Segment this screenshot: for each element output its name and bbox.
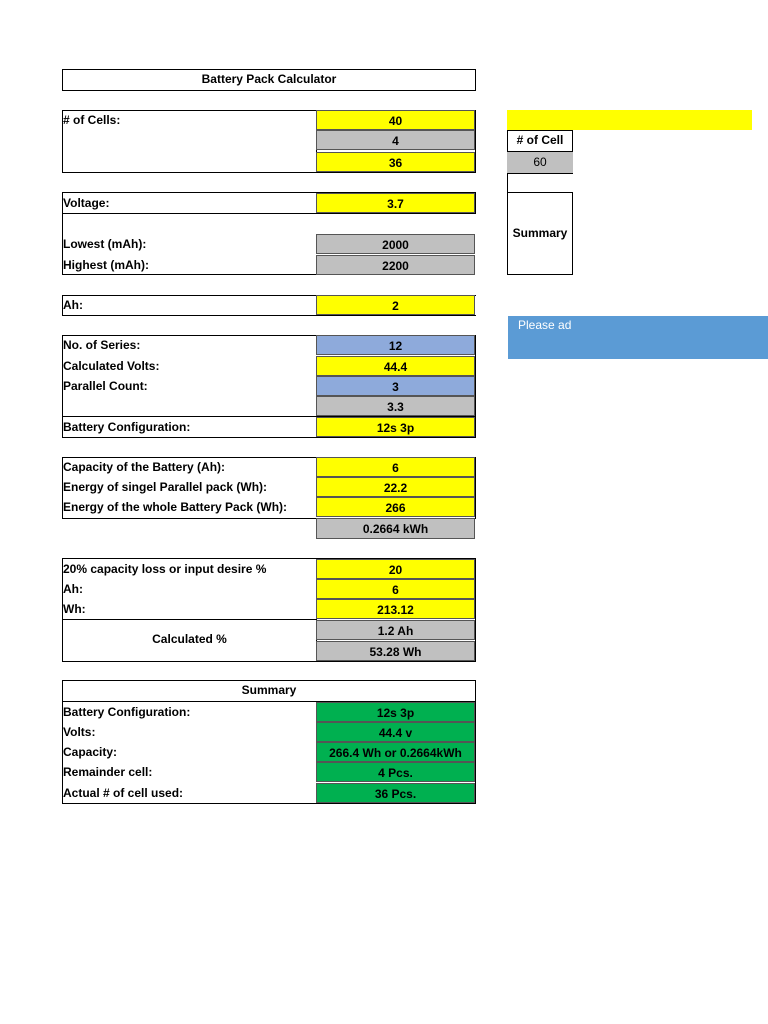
- cells-input[interactable]: 40: [316, 110, 475, 130]
- ah-input[interactable]: 2: [316, 295, 475, 315]
- capacity-value: 6: [316, 457, 475, 477]
- whole-pack-value: 266: [316, 497, 475, 517]
- parallel-extra: 3.3: [316, 396, 475, 416]
- summary-capacity-value: 266.4 Wh or 0.2664kWh: [316, 742, 475, 762]
- summary-config-value: 12s 3p: [316, 702, 475, 722]
- side-cell-value: 60: [507, 152, 573, 173]
- loss-input[interactable]: 20: [316, 559, 475, 579]
- side-summary-label: Summary: [507, 192, 573, 275]
- side-note-text: Please ad: [518, 318, 572, 332]
- ah-label: Ah:: [63, 298, 83, 312]
- cells-used: 36: [316, 152, 475, 172]
- summary-volts-value: 44.4 v: [316, 722, 475, 742]
- summary-used-label: Actual # of cell used:: [63, 786, 184, 800]
- single-pack-value: 22.2: [316, 477, 475, 497]
- lowest-label: Lowest (mAh):: [63, 237, 147, 251]
- summary-remainder-value: 4 Pcs.: [316, 762, 475, 782]
- calculator-title: Battery Pack Calculator: [62, 69, 476, 91]
- summary-title: Summary: [62, 680, 476, 702]
- series-label: No. of Series:: [63, 338, 141, 352]
- capacity-label: Capacity of the Battery (Ah):: [63, 460, 226, 474]
- summary-capacity-label: Capacity:: [63, 745, 118, 759]
- kwh-value: 0.2664 kWh: [316, 518, 475, 539]
- calc-ah-value: 1.2 Ah: [316, 620, 475, 640]
- summary-config-label: Battery Configuration:: [63, 705, 191, 719]
- calc-wh-value: 53.28 Wh: [316, 641, 475, 661]
- config-label: Battery Configuration:: [63, 420, 191, 434]
- calc-volts-label: Calculated Volts:: [63, 359, 160, 373]
- highest-label: Highest (mAh):: [63, 258, 149, 272]
- summary-used-value: 36 Pcs.: [316, 783, 475, 803]
- cells-label: # of Cells:: [63, 113, 121, 127]
- whole-pack-label: Energy of the whole Battery Pack (Wh):: [63, 500, 288, 514]
- config-value: 12s 3p: [316, 417, 475, 437]
- side-cell-header: # of Cell: [507, 130, 573, 152]
- loss-label: 20% capacity loss or input desire %: [63, 562, 267, 576]
- cells-remainder: 4: [316, 130, 475, 150]
- side-yellow-bar: [507, 110, 752, 130]
- calc-volts-value: 44.4: [316, 356, 475, 376]
- summary-volts-label: Volts:: [63, 725, 96, 739]
- voltage-input[interactable]: 3.7: [316, 193, 475, 213]
- parallel-label: Parallel Count:: [63, 379, 148, 393]
- lowest-value: 2000: [316, 234, 475, 254]
- loss-ah-label: Ah:: [63, 582, 83, 596]
- voltage-label: Voltage:: [63, 196, 110, 210]
- loss-wh-label: Wh:: [63, 602, 86, 616]
- highest-value: 2200: [316, 255, 475, 275]
- loss-ah-value: 6: [316, 579, 475, 599]
- loss-wh-value: 213.12: [316, 599, 475, 619]
- side-blank-cell: [507, 173, 573, 193]
- parallel-value: 3: [316, 376, 475, 396]
- summary-remainder-label: Remainder cell:: [63, 765, 153, 779]
- single-pack-label: Energy of singel Parallel pack (Wh):: [63, 480, 268, 494]
- series-value: 12: [316, 335, 475, 355]
- side-note: [508, 316, 768, 359]
- calculated-percent-label: Calculated %: [152, 632, 227, 646]
